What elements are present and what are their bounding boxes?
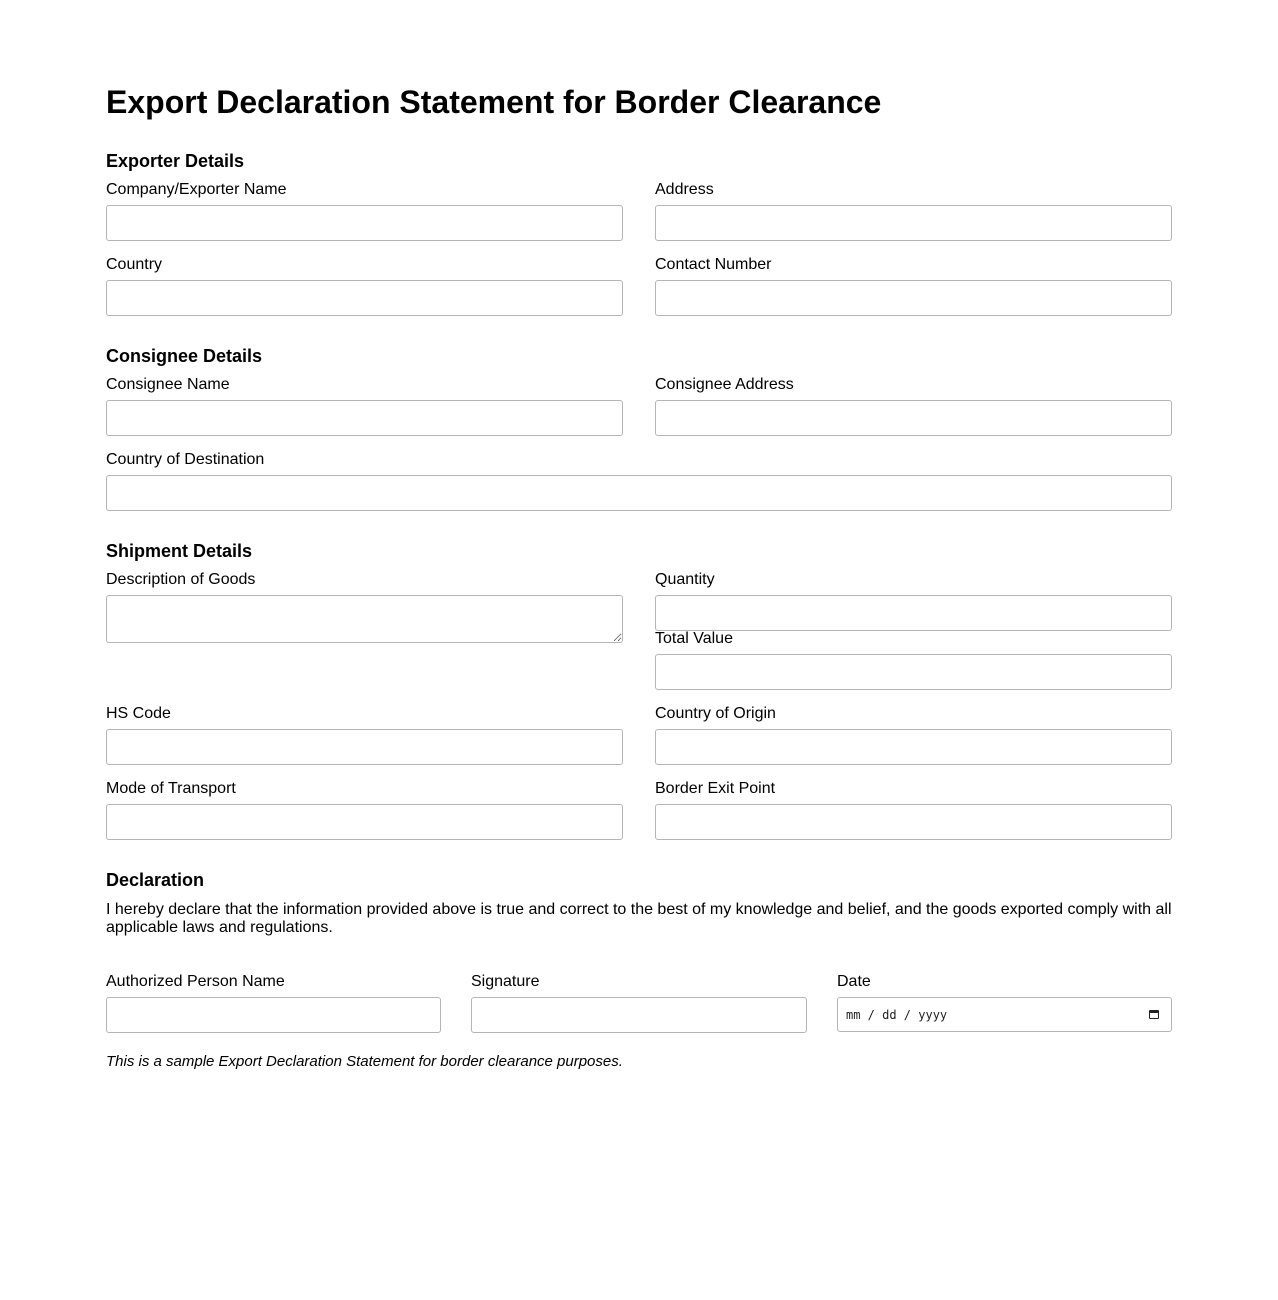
footer-note: This is a sample Export Declaration Statement for border clearance purposes. [106,1053,623,1070]
signature-label: Signature [471,973,540,990]
quantity-input[interactable] [655,595,1172,631]
consignee-address-label: Consignee Address [655,376,794,393]
goods-description-textarea[interactable] [106,595,623,643]
transport-mode-input[interactable] [106,804,623,840]
authorized-person-label: Authorized Person Name [106,973,285,990]
address-label: Address [655,181,714,198]
declaration-text: I hereby declare that the information provided above is true and correct to the best of my knowledge and belief, and the goods exported comply with all applicable laws and regulations. [106,901,1172,936]
declaration-heading: Declaration [106,870,205,890]
signature-input[interactable] [471,997,807,1033]
shipment-details-heading: Shipment Details [106,541,253,561]
hs-code-input[interactable] [106,729,623,765]
address-input[interactable] [655,205,1172,241]
quantity-label: Quantity [655,571,715,588]
destination-country-input[interactable] [106,475,1172,511]
consignee-address-input[interactable] [655,400,1172,436]
total-value-input[interactable] [655,654,1172,690]
consignee-details-heading: Consignee Details [106,346,263,366]
authorized-person-input[interactable] [106,997,441,1033]
exporter-details-heading: Exporter Details [106,151,245,171]
consignee-name-label: Consignee Name [106,376,230,393]
border-exit-point-input[interactable] [655,804,1172,840]
border-exit-point-label: Border Exit Point [655,780,776,797]
total-value-label: Total Value [655,630,733,647]
page-title: Export Declaration Statement for Border Clearance [106,84,882,120]
company-name-label: Company/Exporter Name [106,181,287,198]
contact-number-input[interactable] [655,280,1172,316]
calendar-icon[interactable] [1149,1010,1159,1019]
hs-code-label: HS Code [106,705,171,722]
country-of-origin-input[interactable] [655,729,1172,765]
contact-number-label: Contact Number [655,256,772,273]
date-placeholder: mm / dd / yyyy [846,1007,948,1022]
goods-description-label: Description of Goods [106,571,256,588]
date-label: Date [837,973,871,990]
destination-country-label: Country of Destination [106,451,265,468]
country-of-origin-label: Country of Origin [655,705,776,722]
consignee-name-input[interactable] [106,400,623,436]
date-input[interactable] [837,997,1172,1032]
company-name-input[interactable] [106,205,623,241]
transport-mode-label: Mode of Transport [106,780,236,797]
country-input[interactable] [106,280,623,316]
country-label: Country [106,256,163,273]
